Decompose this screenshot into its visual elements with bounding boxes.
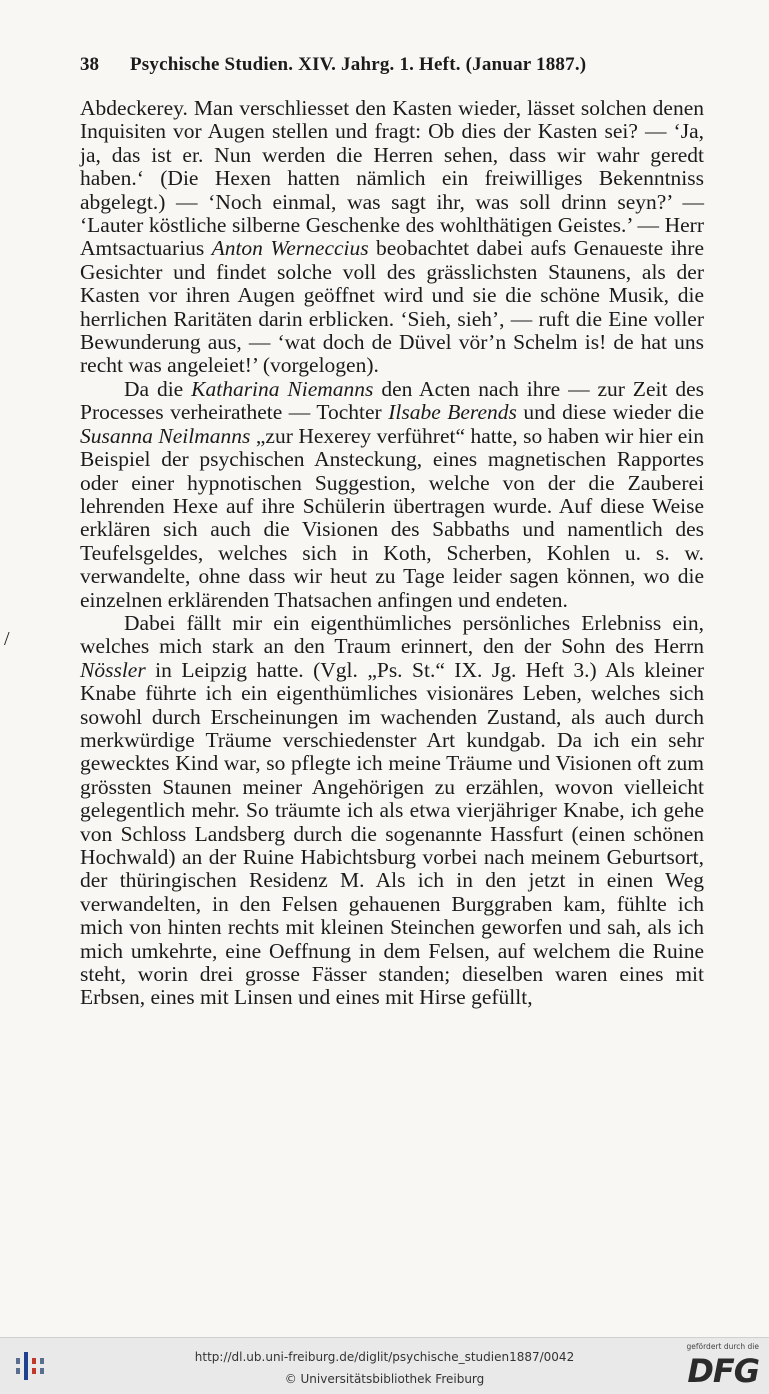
paragraph: Abdeckerey. Man verschliesset den Kasten wieder, lässet solchen denen Inquisiten vor Augen stellen und fragt: Ob dies der Kasten sei? — ‘Ja, ja, das ist er. Nun werden die Herren sehen, dass wir wahr geredt haben.‘ (Die Hexen hatten nämlich ein freiwilliges Bekenntniss abgelegt.) — ‘Noch einmal, was sagt ihr, was soll drinn seyn?’ — ‘Lauter köstliche silberne Geschenke des wohlthätigen Geistes.’ — Herr Amtsactuarius Anton Werneccius beobachtet dabei aufs Genaueste ihre Gesichter und findet solche voll des grässlichsten Staunens, als der Kasten vor ihren Augen geöffnet wird und sie die schöne Musik, die herrlichen Raritäten darin erblicken. ‘Sieh, sieh’, — ruft die Eine voller Bewunderung aus, — ‘wat doch de Düvel vör’n Schelm is! de hat uns recht was angeleiet!’ (vorgelogen). [80,96,704,378]
running-title: Psychische Studien. XIV. Jahrg. 1. Heft. (Januar 1887.) [130,54,587,75]
dfg-caption: gefördert durch die [686,1342,759,1351]
italic-name: Ilsabe Berends [388,400,517,425]
paragraph: Da die Katharina Niemanns den Acten nach ihre — zur Zeit des Processes verheirathete — Tochter Ilsabe Berends und diese wieder die Susanna Neilmanns „zur Hexerey verführet“ hatte, so haben wir hier ein Beispiel der psychischen Ansteckung, eines magnetischen Rapportes oder einer hypnotischen Suggestion, welche von der die Zauberei lehrenden Hexe auf ihre Schülerin übertragen wurde. Auf diese Weise erklären sich auch die Visionen des Sabbaths und namentlich des Teufelsgeldes, welches sich in Koth, Scherben, Kohlen u. s. w. verwandelte, ohne dass wir heut zu Tage leider sagen können, wo die einzelnen erklärenden Thatsachen anfingen und endeten. [80,376,705,612]
margin-mark: / [4,628,10,650]
italic-name: Nössler [80,657,146,682]
copyright-notice: © Universitätsbibliothek Freiburg [284,1372,485,1386]
italic-name: Katharina Niemanns [191,376,374,401]
italic-name: Susanna Neilmanns [80,423,251,448]
source-url[interactable]: http://dl.ub.uni-freiburg.de/diglit/psychische_studien1887/0042 [194,1350,575,1364]
dfg-logo [679,1342,761,1390]
dfg-logo-text: DFG [687,1352,759,1390]
footer-bar [0,1337,769,1394]
italic-name: Anton Werneccius [211,236,369,261]
body-text [80,97,704,1010]
paragraph: Dabei fällt mir ein eigenthümliches persönliches Erlebniss ein, welches mich stark an den Traum erinnert, den der Sohn des Herrn Nössler in Leipzig hatte. (Vgl. „Ps. St.“ IX. Jg. Heft 3.) Als kleiner Knabe führte ich ein eigenthümliches visionäres Leben, welches sich sowohl durch Erscheinungen im wachenden Zustand, als auch durch merkwürdige Träume verschiedenster Art kundgab. Da ich ein sehr gewecktes Kind war, so pflegte ich meine Träume und Visionen oft zum grössten Staunen meiner Angehörigen zu erzählen, wovon vielleicht gelegentlich mehr. So träumte ich als etwa vierjähriger Knabe, ich gehe von Schloss Landsberg durch die sogenannte Hassfurt (einen schönen Hochwald) an der Ruine Habichtsburg vorbei nach meinem Geburtsort, der thüringischen Residenz M. Als ich in den jetzt in einen Weg verwandelten, in den Felsen gehauenen Burggraben kam, fühlte ich mich von hinten rechts mit kleinen Steinchen geworfen und sah, als ich mich umkehrte, eine Oeffnung in dem Felsen, auf welchem die Ruine steht, worin drei grosse Fässer standen; dieselben waren eines mit Erbsen, eines mit Linsen und eines mit Hirse gefüllt, [80,610,704,1010]
page-number: 38 [80,54,99,75]
